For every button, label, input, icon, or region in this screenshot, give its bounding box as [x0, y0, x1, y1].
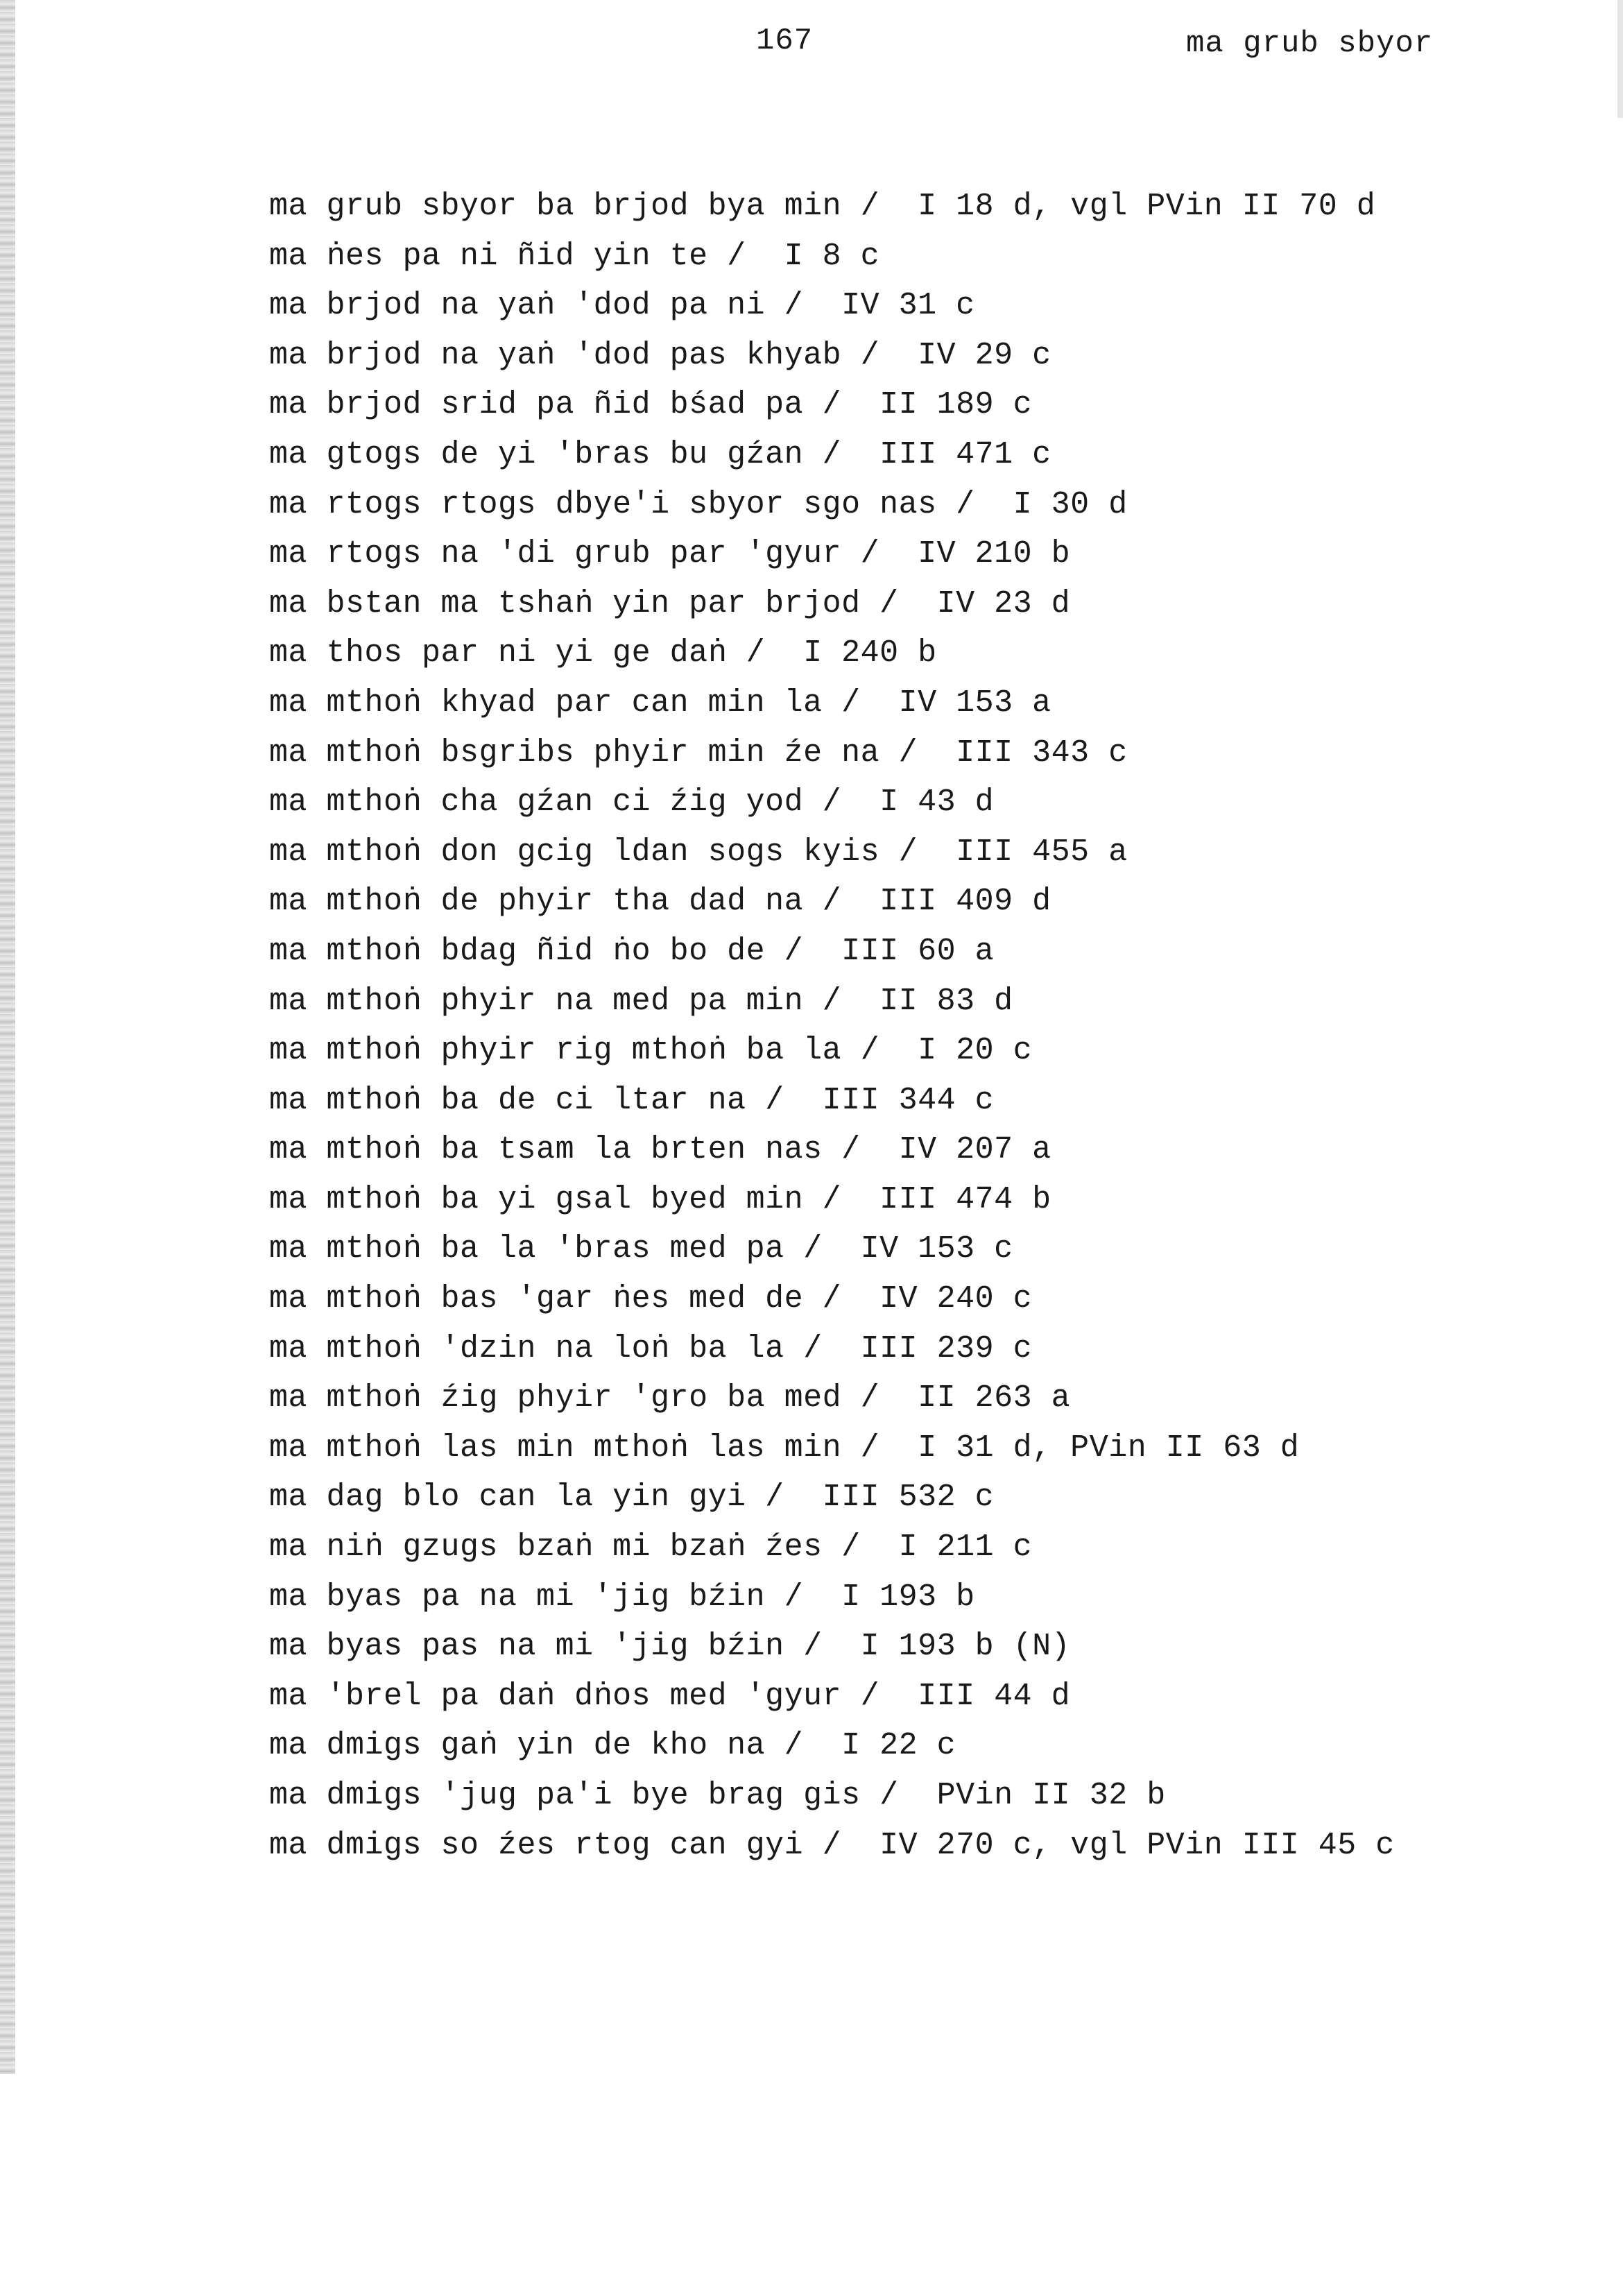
- index-entry: ma mthoṅ cha gźan ci źig yod / I 43 d: [269, 785, 995, 821]
- index-entry: ma niṅ gzugs bzaṅ mi bzaṅ źes / I 211 c: [269, 1530, 1033, 1566]
- index-entry: ma mthoṅ źig phyir 'gro ba med / II 263 a: [269, 1380, 1071, 1416]
- index-entry: ma dmigs 'jug pa'i bye brag gis / PVin II 32 b: [269, 1778, 1166, 1813]
- index-entry: ma thos par ni yi ge daṅ / I 240 b: [269, 635, 937, 671]
- index-entry: ma mthoṅ bsgribs phyir min źe na / III 343 c: [269, 735, 1128, 771]
- index-entry: ma brjod srid pa ñid bśad pa / II 189 c: [269, 387, 1033, 423]
- index-entry: ma mthoṅ ba yi gsal byed min / III 474 b: [269, 1181, 1051, 1217]
- running-head: ma grub sbyor: [1186, 26, 1434, 61]
- index-entry: ma 'brel pa daṅ dṅos med 'gyur / III 44 d: [269, 1678, 1071, 1714]
- index-entry: ma mthoṅ ba la 'bras med pa / IV 153 c: [269, 1231, 1013, 1267]
- index-entry: ma dmigs so źes rtog can gyi / IV 270 c, vgl PVin III 45 c: [269, 1827, 1395, 1863]
- scan-binding-edge: [0, 0, 15, 2074]
- index-entry: ma mthoṅ de phyir tha dad na / III 409 d: [269, 884, 1051, 920]
- index-entry: ma mthoṅ phyir rig mthoṅ ba la / I 20 c: [269, 1033, 1033, 1069]
- index-entry: ma bstan ma tshaṅ yin par brjod / IV 23 d: [269, 585, 1071, 622]
- index-entry: ma mthoṅ don gcig ldan sogs kyis / III 455 a: [269, 834, 1128, 870]
- index-entry: ma rtogs rtogs dbye'i sbyor sgo nas / I 30 d: [269, 486, 1128, 522]
- index-entry: ma brjod na yaṅ 'dod pa ni / IV 31 c: [269, 288, 975, 324]
- index-entry: ma grub sbyor ba brjod bya min / I 18 d, vgl PVin II 70 d: [269, 189, 1376, 224]
- index-entry: ma mthoṅ ba tsam la brten nas / IV 207 a: [269, 1132, 1051, 1168]
- index-entry: ma dag blo can la yin gyi / III 532 c: [269, 1480, 995, 1516]
- index-entry: ma mthoṅ 'dzin na loṅ ba la / III 239 c: [269, 1330, 1033, 1367]
- index-entry: ma mthoṅ bdag ñid ṅo bo de / III 60 a: [269, 933, 995, 969]
- index-entry: ma mthoṅ phyir na med pa min / II 83 d: [269, 983, 1013, 1019]
- index-entry: ma dmigs gaṅ yin de kho na / I 22 c: [269, 1728, 956, 1764]
- index-entry: ma byas pas na mi 'jig bźin / I 193 b (N): [269, 1629, 1071, 1665]
- index-entry: ma ṅes pa ni ñid yin te / I 8 c: [269, 238, 880, 274]
- index-entry: ma byas pa na mi 'jig bźin / I 193 b: [269, 1579, 975, 1615]
- scan-right-edge: [1617, 0, 1623, 118]
- index-entry: ma mthoṅ ba de ci ltar na / III 344 c: [269, 1082, 995, 1118]
- verse-index-list: [269, 182, 1587, 1870]
- index-entry: ma mthoṅ bas 'gar ṅes med de / IV 240 c: [269, 1281, 1033, 1317]
- index-entry: ma rtogs na 'di grub par 'gyur / IV 210 b: [269, 536, 1071, 572]
- index-entry: ma mthoṅ khyad par can min la / IV 153 a: [269, 685, 1051, 721]
- index-entry: ma brjod na yaṅ 'dod pas khyab / IV 29 c: [269, 337, 1051, 373]
- index-entry: ma mthoṅ las min mthoṅ las min / I 31 d, PVin II 63 d: [269, 1430, 1300, 1466]
- index-entry: ma gtogs de yi 'bras bu gźan / III 471 c: [269, 436, 1051, 472]
- page-number: 167: [756, 24, 814, 58]
